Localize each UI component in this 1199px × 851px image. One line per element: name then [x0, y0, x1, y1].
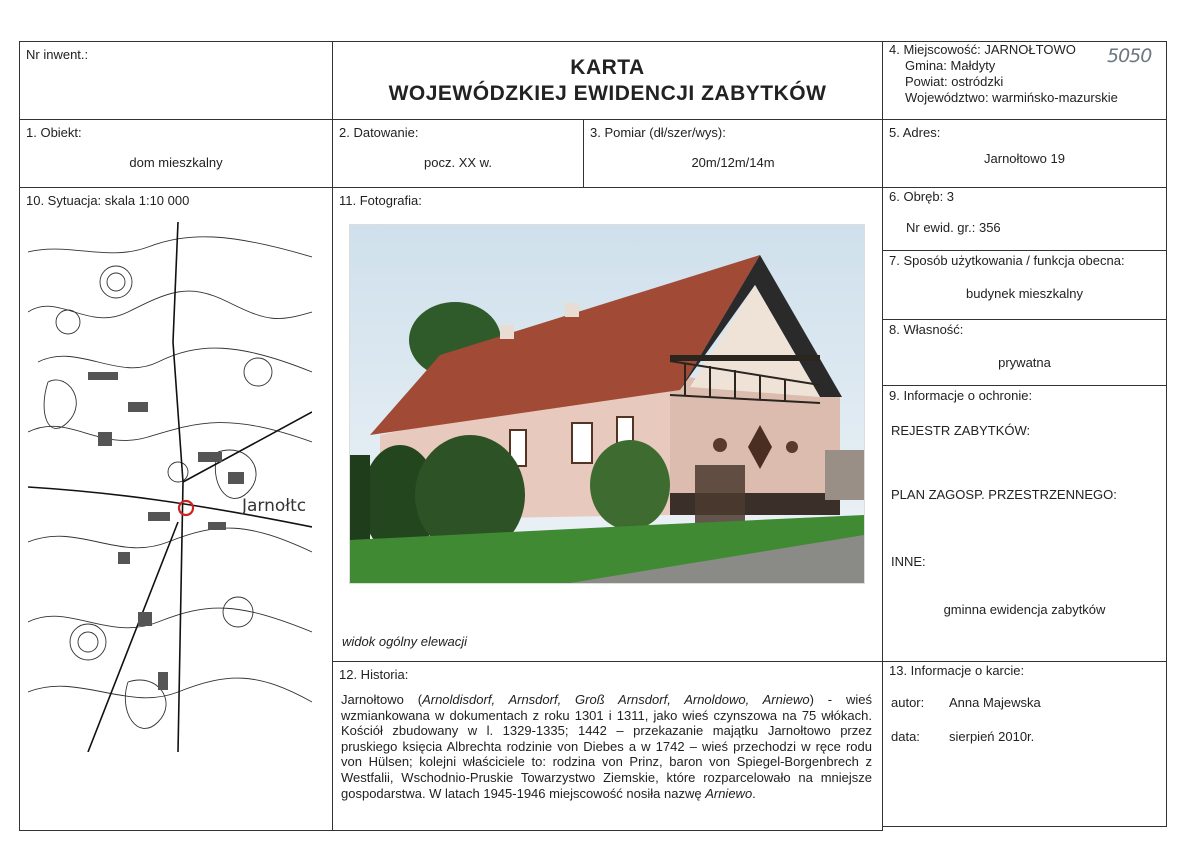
situation-cell [19, 187, 333, 831]
card-info-label: 13. Informacje o karcie: [889, 663, 1025, 678]
protection-label: 9. Informacje o ochronie: [889, 388, 1033, 403]
measurement-label: 3. Pomiar (dł/szer/wys): [590, 125, 726, 140]
other-label: INNE: [891, 554, 926, 569]
ownership-value: prywatna [998, 355, 1051, 370]
measurement-value: 20m/12m/14m [691, 155, 775, 170]
handwritten-number: 5050 [1107, 45, 1152, 67]
date-label: data: [891, 729, 920, 744]
card-title-line1: KARTA [570, 56, 645, 79]
history-cell [332, 661, 883, 831]
dating-label: 2. Datowanie: [339, 125, 419, 140]
address-cell [882, 119, 1167, 188]
history-label: 12. Historia: [339, 667, 409, 682]
photo-label: 11. Fotografia: [339, 193, 422, 208]
usage-value: budynek mieszkalny [965, 286, 1084, 301]
precinct-cell [882, 187, 1167, 251]
usage-label: 7. Sposób użytkowania / funkcja obecna: [889, 253, 1125, 268]
author-label: autor: [891, 695, 925, 710]
location-gmina: Gmina: Małdyty [905, 58, 996, 73]
map-place-name: Jarnołtc [242, 496, 307, 516]
history-text: Jarnołtowo (Arnoldisdorf, Arnsdorf, Groß Arnsdorf, Arnoldowo, Arniewo) - wieś wzmiankowana w dokumentach z roku 1301 i 1311, jako wieś czynszowa na 75 włókach. Kościół zbudowany w l. 1329-1335; 1442 – przekazanie majątku Jarnołtowo przez pruskiego księcia Albrechta rodzinie von Diebes a w 1742 – wieś przechodzi w ręce rodu von Hülsen; kolejni właściciele to: rodzina von Prinz, baron von Spiegel-Borgenbrech z Westfalii, Wschodnio-Pruskie Towarzystwo Ziemskie, które rozparcelowało na mniejsze gospodarstwa. W latach 1945-1946 miejscowość nosiła nazwę Arniewo. [341, 692, 873, 801]
photo-caption: widok ogólny elewacji [342, 634, 468, 649]
historical-names: Arnoldisdorf, Arnsdorf, Groß Arnsdorf, Arnoldowo, Arniewo [422, 692, 810, 707]
precinct-label: 6. Obręb: 3 [889, 189, 955, 204]
object-label: 1. Obiekt: [26, 125, 82, 140]
register-label: REJESTR ZABYTKÓW: [891, 423, 1031, 438]
location-wojewodztwo: Województwo: warmińsko-mazurskie [905, 90, 1118, 105]
location-powiat: Powiat: ostródzki [905, 74, 1004, 89]
object-cell [19, 119, 333, 188]
card-title-line2: WOJEWÓDZKIEJ EWIDENCJI ZABYTKÓW [388, 82, 827, 105]
inventory-number-cell [19, 41, 333, 120]
other-value: gminna ewidencja zabytków [943, 602, 1106, 617]
ownership-cell [882, 319, 1167, 386]
situation-map [28, 222, 312, 752]
house-photo [349, 224, 865, 584]
address-value: Jarnołtowo 19 [984, 151, 1065, 166]
location-miejscowosc: 4. Miejscowość: JARNOŁTOWO [889, 42, 1076, 57]
location-cell [882, 41, 1167, 120]
situation-label: 10. Sytuacja: skala 1:10 000 [26, 193, 190, 208]
historical-name-arniewo: Arniewo [705, 785, 753, 801]
author-value: Anna Majewska [949, 695, 1041, 710]
photo-cell [332, 187, 883, 662]
card-title-cell [332, 41, 883, 120]
measurement-cell [583, 119, 883, 188]
date-value: sierpień 2010r. [949, 729, 1035, 744]
object-value: dom mieszkalny [129, 155, 223, 170]
inventory-number-label: Nr inwent.: [26, 47, 89, 62]
parcel-number: Nr ewid. gr.: 356 [906, 220, 1001, 235]
ownership-label: 8. Własność: [889, 322, 964, 337]
card-info-cell [882, 661, 1167, 827]
protection-cell [882, 385, 1167, 662]
dating-value: pocz. XX w. [424, 155, 492, 170]
dating-cell [332, 119, 584, 188]
usage-cell [882, 250, 1167, 320]
spatial-plan-label: PLAN ZAGOSP. PRZESTRZENNEGO: [891, 487, 1117, 502]
address-label: 5. Adres: [889, 125, 941, 140]
